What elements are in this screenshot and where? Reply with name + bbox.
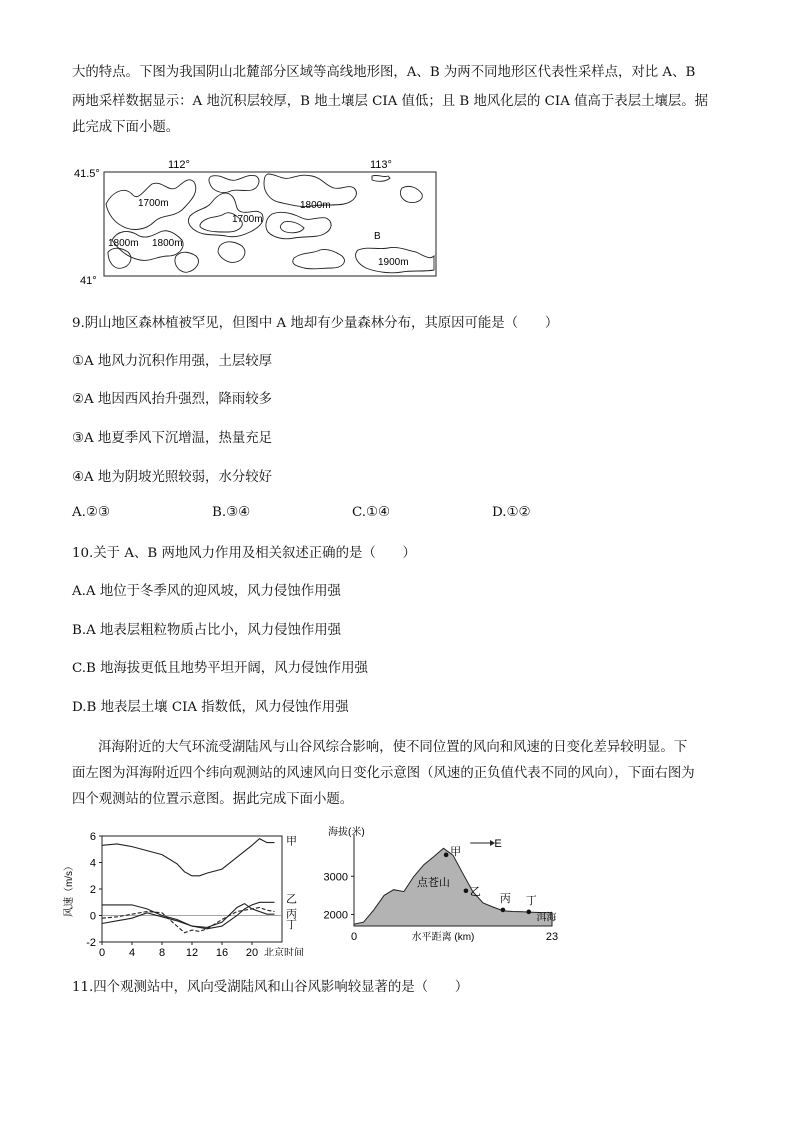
- y-axis-label: 风速（m/s）: [64, 860, 75, 918]
- q9-option-a[interactable]: A.②③: [72, 505, 110, 520]
- x-axis-label: 水平距离 (km): [411, 932, 475, 943]
- q9-option-d[interactable]: D.①②: [492, 505, 531, 520]
- y-tick-label: 4: [89, 857, 96, 870]
- contour-label-1700-left: 1700m: [138, 198, 169, 209]
- station-label-丙: 丙: [499, 892, 511, 905]
- q10-option-b[interactable]: B.A 地表层粗粒物质占比小，风力侵蚀作用强: [72, 623, 342, 638]
- x-tick-label: 8: [158, 947, 166, 956]
- x-tick-label: 4: [128, 947, 136, 956]
- station-label-乙: 乙: [469, 885, 481, 898]
- x-tick-label: 12: [185, 947, 199, 956]
- station-label-丁: 丁: [525, 894, 537, 907]
- q10-option-d[interactable]: D.B 地表层土壤 CIA 指数低，风力侵蚀作用强: [72, 700, 349, 715]
- q9-item-1: ①A 地风力沉积作用强，土层较厚: [72, 354, 273, 369]
- lat-label-41-5: 41.5°: [74, 168, 100, 180]
- contour-label-1800-left: 1800m: [108, 238, 139, 249]
- point-b-label: B: [374, 231, 381, 242]
- lon-label-112: 112°: [168, 159, 190, 171]
- y-tick-label: -2: [86, 937, 96, 949]
- lake-label: 洱海: [536, 912, 557, 924]
- station-point-乙: [464, 889, 469, 894]
- station-point-丁: [526, 910, 531, 915]
- y-axis-label: 海拔(米): [328, 827, 365, 838]
- intro2-line-2: 面左图为洱海附近四个纬向观测站的风速风向日变化示意图（风速的正负值代表不同的风向），下面右图为: [72, 766, 695, 781]
- q9-stem: 9.阴山地区森林植被罕见，但图中 A 地却有少量森林分布，其原因可能是（ ）: [72, 316, 559, 331]
- q10-stem: 10.关于 A、B 两地风力作用及相关叙述正确的是（ ）: [72, 546, 416, 561]
- q9-item-4: ④A 地为阴坡光照较弱，水分较好: [72, 470, 273, 485]
- q10-option-c[interactable]: C.B 地海拔更低且地势平坦开阔，风力侵蚀作用强: [72, 661, 368, 676]
- series-label-乙: 乙: [286, 893, 297, 906]
- q9-option-b[interactable]: B.③④: [212, 505, 251, 520]
- q9-item-2: ②A 地因西风抬升强烈，降雨较多: [72, 392, 273, 407]
- station-label-甲: 甲: [450, 845, 462, 858]
- x-tick-label: 23: [545, 931, 559, 943]
- intro2-line-3: 四个观测站的位置示意图。据此完成下面小题。: [72, 792, 354, 807]
- x-tick-label: 16: [215, 947, 229, 956]
- direction-label: E: [494, 838, 502, 850]
- x-tick-label: 0: [98, 947, 106, 956]
- y-tick-label: 6: [89, 831, 96, 843]
- intro2-line-1: 洱海附近的大气环流受湖陆风与山谷风综合影响，使不同位置的风向和风速的日变化差异较明显。下: [98, 740, 688, 755]
- intro-line-1: 大的特点。下图为我国阴山北麓部分区域等高线地形图，A、B 为两不同地形区代表性采样点，对比 A、B: [72, 65, 696, 80]
- mountain-label: 点苍山: [416, 876, 450, 889]
- x-axis-label: 北京时间: [264, 948, 304, 956]
- y-tick-label: 3000: [323, 871, 348, 884]
- q9-option-c[interactable]: C.①④: [352, 505, 391, 520]
- series-label-丁: 丁: [286, 919, 297, 932]
- intro-line-3: 此完成下面小题。: [72, 120, 180, 135]
- intro-line-2: 两地采样数据显示：A 地沉积层较厚，B 地土壤层 CIA 值低；且 B 地风化层的 CIA 值高于表层土壤层。据: [72, 94, 709, 109]
- lon-label-113: 113°: [370, 159, 392, 171]
- station-point-甲: [444, 853, 449, 858]
- x-tick-label: 20: [245, 947, 259, 956]
- station-profile-chart: [318, 826, 578, 946]
- contour-label-1900: 1900m: [378, 257, 409, 268]
- contour-label-1800-mid: 1800m: [152, 238, 183, 249]
- contour-map: [72, 152, 452, 292]
- series-line-甲: [102, 839, 275, 876]
- y-tick-label: 0: [89, 910, 96, 923]
- q10-option-a[interactable]: A.A 地位于冬季风的迎风坡，风力侵蚀作用强: [72, 584, 341, 599]
- q11-stem: 11.四个观测站中，风向受湖陆风和山谷风影响较显著的是（ ）: [72, 980, 469, 995]
- series-label-丙: 丙: [286, 908, 297, 921]
- contour-label-1700-mid: 1700m: [232, 214, 263, 225]
- q9-item-3: ③A 地夏季风下沉增温，热量充足: [72, 431, 273, 446]
- x-tick-label: 0: [350, 931, 358, 943]
- wind-speed-chart: [60, 826, 310, 956]
- series-label-甲: 甲: [286, 835, 297, 848]
- y-tick-label: 2: [89, 884, 96, 896]
- lat-label-41: 41°: [80, 275, 97, 287]
- y-tick-label: 2000: [323, 909, 348, 922]
- station-point-丙: [501, 908, 506, 913]
- contour-label-1800-right: 1800m: [300, 200, 331, 211]
- series-line-丙: [102, 908, 275, 933]
- terrain-profile: [354, 848, 552, 926]
